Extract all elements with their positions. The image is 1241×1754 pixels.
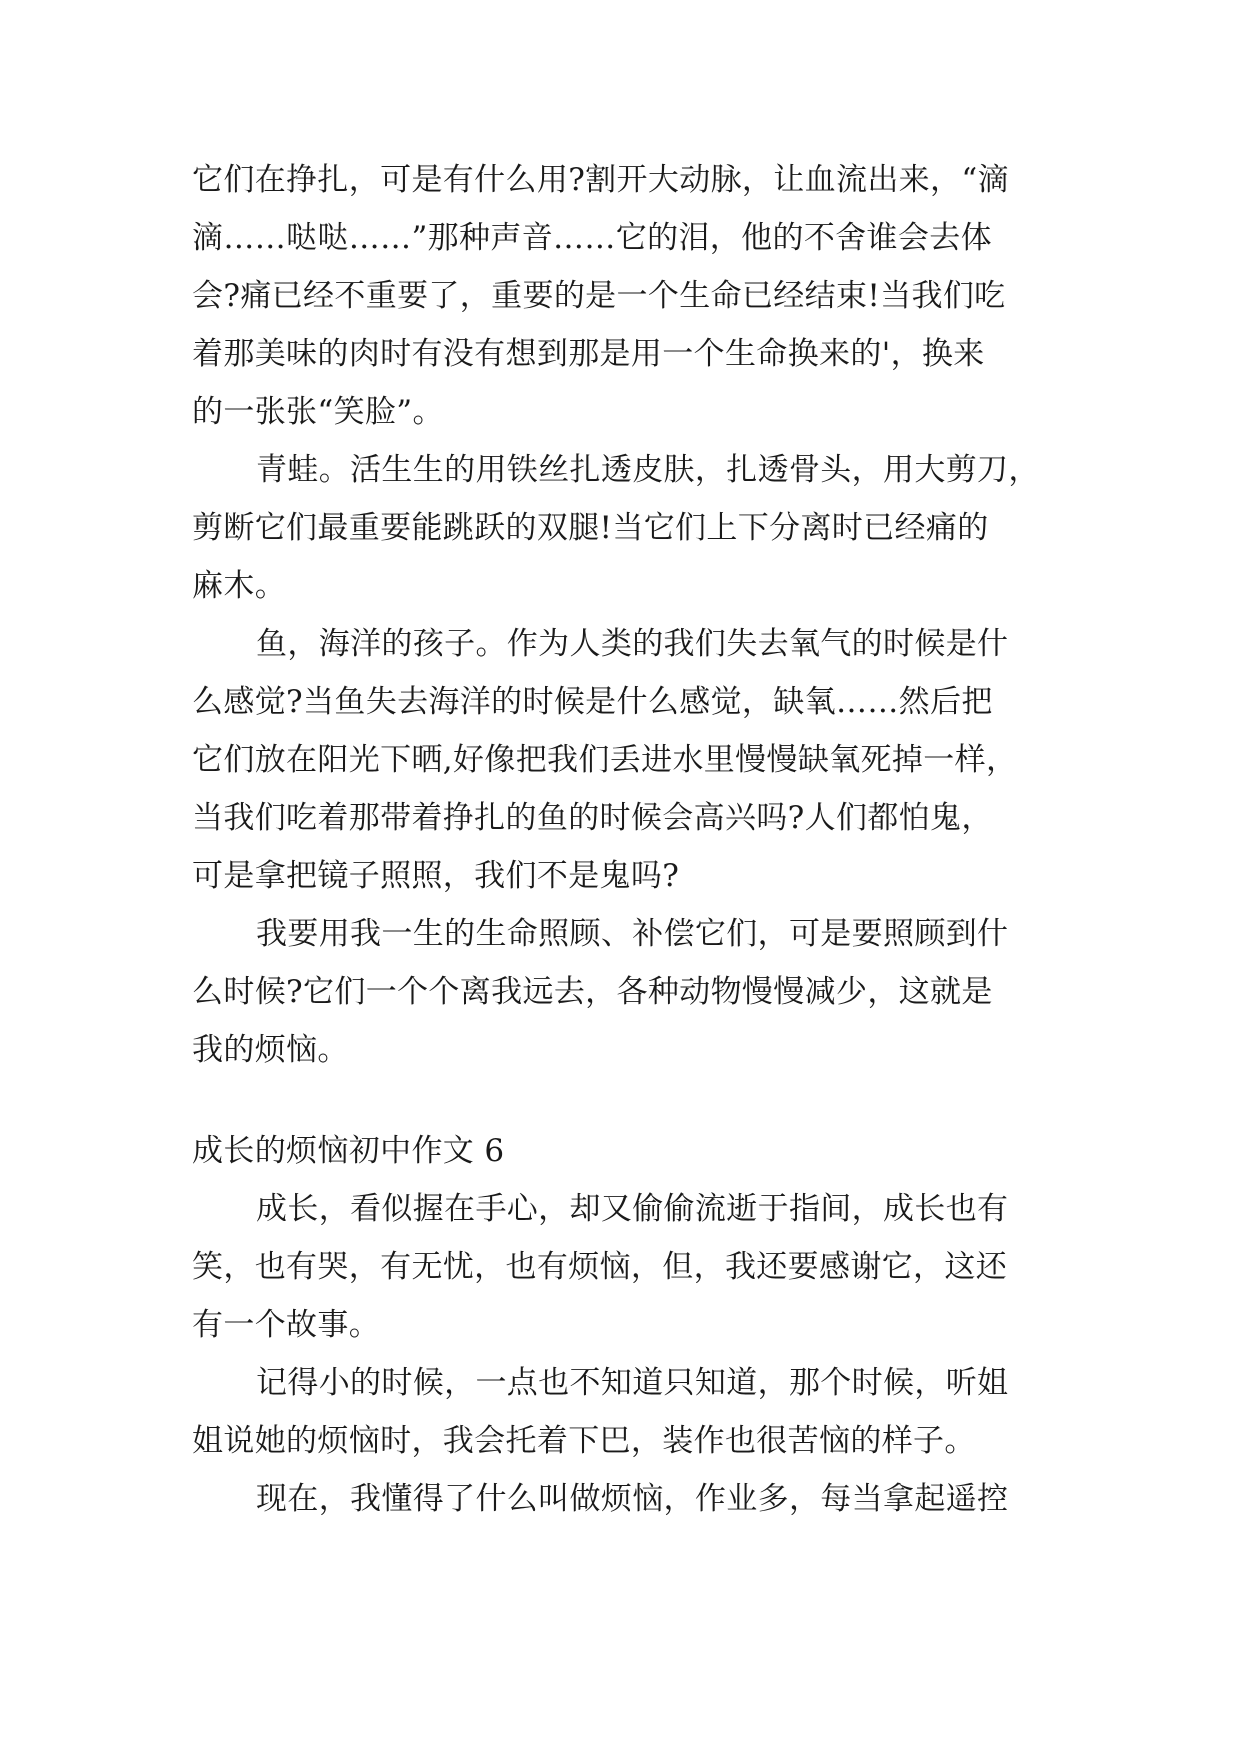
text-line: 的一张张“笑脸”。 [192, 394, 444, 430]
paragraph-first-line: 成长，看似握在手心，却又偷偷流逝于指间，成长也有 [256, 1191, 1009, 1227]
text-line: 它们在挣扎，可是有什么用?割开大动脉，让血流出来，“滴 [192, 162, 1009, 198]
text-line: 它们放在阳光下晒,好像把我们丢进水里慢慢缺氧死掉一样， [192, 742, 1018, 778]
text-line: 着那美味的肉时有没有想到那是用一个生命换来的'，换来 [192, 336, 985, 372]
text-line: 有一个故事。 [192, 1307, 381, 1343]
text-line: 我的烦恼。 [192, 1032, 349, 1068]
paragraph-first-line: 记得小的时候，一点也不知道只知道，那个时候，听姐 [256, 1365, 1009, 1401]
text-line: 麻木。 [192, 568, 287, 604]
text-line: 么时候?它们一个个离我远去，各种动物慢慢减少，这就是 [192, 974, 993, 1010]
text-line: 么感觉?当鱼失去海洋的时候是什么感觉，缺氧……然后把 [192, 684, 993, 720]
text-line: 笑，也有哭，有无忧，也有烦恼，但，我还要感谢它，这还 [192, 1249, 1008, 1285]
text-line: 可是拿把镜子照照，我们不是鬼吗? [192, 858, 680, 894]
text-line: 剪断它们最重要能跳跃的双腿!当它们上下分离时已经痛的 [192, 510, 989, 546]
section-heading: 成长的烦恼初中作文 6 [192, 1133, 505, 1169]
paragraph-first-line: 鱼，海洋的孩子。作为人类的我们失去氧气的时候是什 [256, 626, 1009, 662]
text-line: 当我们吃着那带着挣扎的鱼的时候会高兴吗?人们都怕鬼， [192, 800, 993, 836]
paragraph-first-line: 我要用我一生的生命照顾、补偿它们，可是要照顾到什 [256, 916, 1009, 952]
text-line: 滴……哒哒……”那种声音……它的泪，他的不舍谁会去体 [192, 220, 992, 256]
text-line: 姐说她的烦恼时，我会托着下巴，装作也很苦恼的样子。 [192, 1423, 976, 1459]
paragraph-first-line: 青蛙。活生生的用铁丝扎透皮肤，扎透骨头，用大剪刀， [256, 452, 1040, 488]
paragraph-first-line: 现在，我懂得了什么叫做烦恼，作业多，每当拿起遥控 [256, 1481, 1009, 1517]
text-line: 会?痛已经不重要了，重要的是一个生命已经结束!当我们吃 [192, 278, 1006, 314]
